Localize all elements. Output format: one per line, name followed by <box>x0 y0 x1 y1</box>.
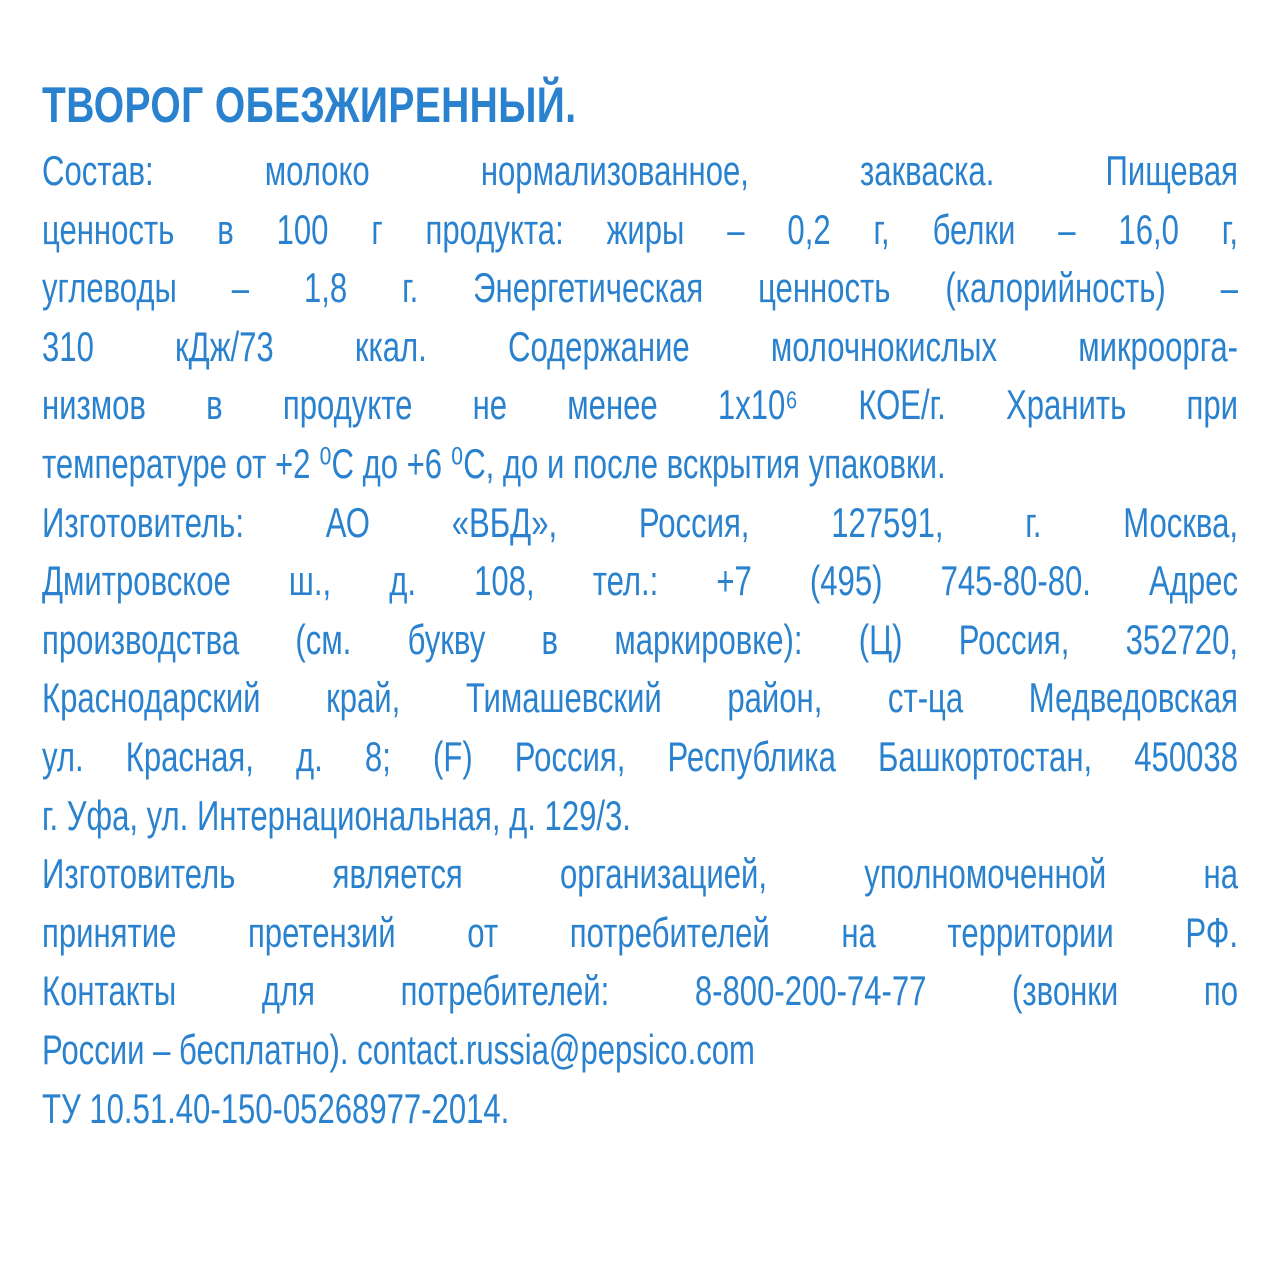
product-title: ТВОРОГ ОБЕЗЖИРЕННЫЙ. <box>42 77 577 133</box>
manufacturer-line: производства (см. букву в маркировке): (Ц) Россия, 352720, <box>42 615 1238 663</box>
composition-line: низмов в продукте не менее 1х10⁶ КОЕ/г. Хранить при <box>42 381 1238 429</box>
composition-paragraph <box>42 142 1238 494</box>
manufacturer-line: ул. Красная, д. 8; (F) Россия, Республика Башкортостан, 450038 <box>42 732 1238 780</box>
claims-line: России – бесплатно). contact.russia@pepsico.com <box>42 1025 755 1073</box>
composition-line: Состав: молоко нормализованное, закваска. Пищевая <box>42 147 1238 194</box>
manufacturer-line: г. Уфа, ул. Интернациональная, д. 129/3. <box>42 791 631 839</box>
claims-line: Контакты для потребителей: 8-800-200-74-77 (звонки по <box>42 967 1238 1015</box>
claims-line: принятие претензий от потребителей на территории РФ. <box>42 908 1238 956</box>
composition-line: ценность в 100 г продукта: жиры – 0,2 г, белки – 16,0 г, <box>42 205 1238 253</box>
technical-standard: ТУ 10.51.40-150-05268977-2014. <box>42 1084 510 1132</box>
manufacturer-line: Изготовитель: АО «ВБД», Россия, 127591, г. Москва, <box>42 498 1238 546</box>
claims-line: Изготовитель является организацией, уполномоченной на <box>42 850 1238 898</box>
composition-line: температуре от +2 ⁰С до +6 ⁰С, до и после вскрытия упаковки. <box>42 439 946 487</box>
claims-paragraph <box>42 845 1238 1079</box>
composition-line: 310 кДж/73 ккал. Содержание молочнокислых микроорга- <box>42 322 1238 370</box>
product-label <box>42 74 1238 1138</box>
manufacturer-line: Дмитровское ш., д. 108, тел.: +7 (495) 745-80-80. Адрес <box>42 557 1238 605</box>
composition-line: углеводы – 1,8 г. Энергетическая ценность (калорийность) – <box>42 264 1238 312</box>
manufacturer-paragraph <box>42 494 1238 846</box>
manufacturer-line: Краснодарский край, Тимашевский район, ст-ца Медведовская <box>42 674 1238 722</box>
